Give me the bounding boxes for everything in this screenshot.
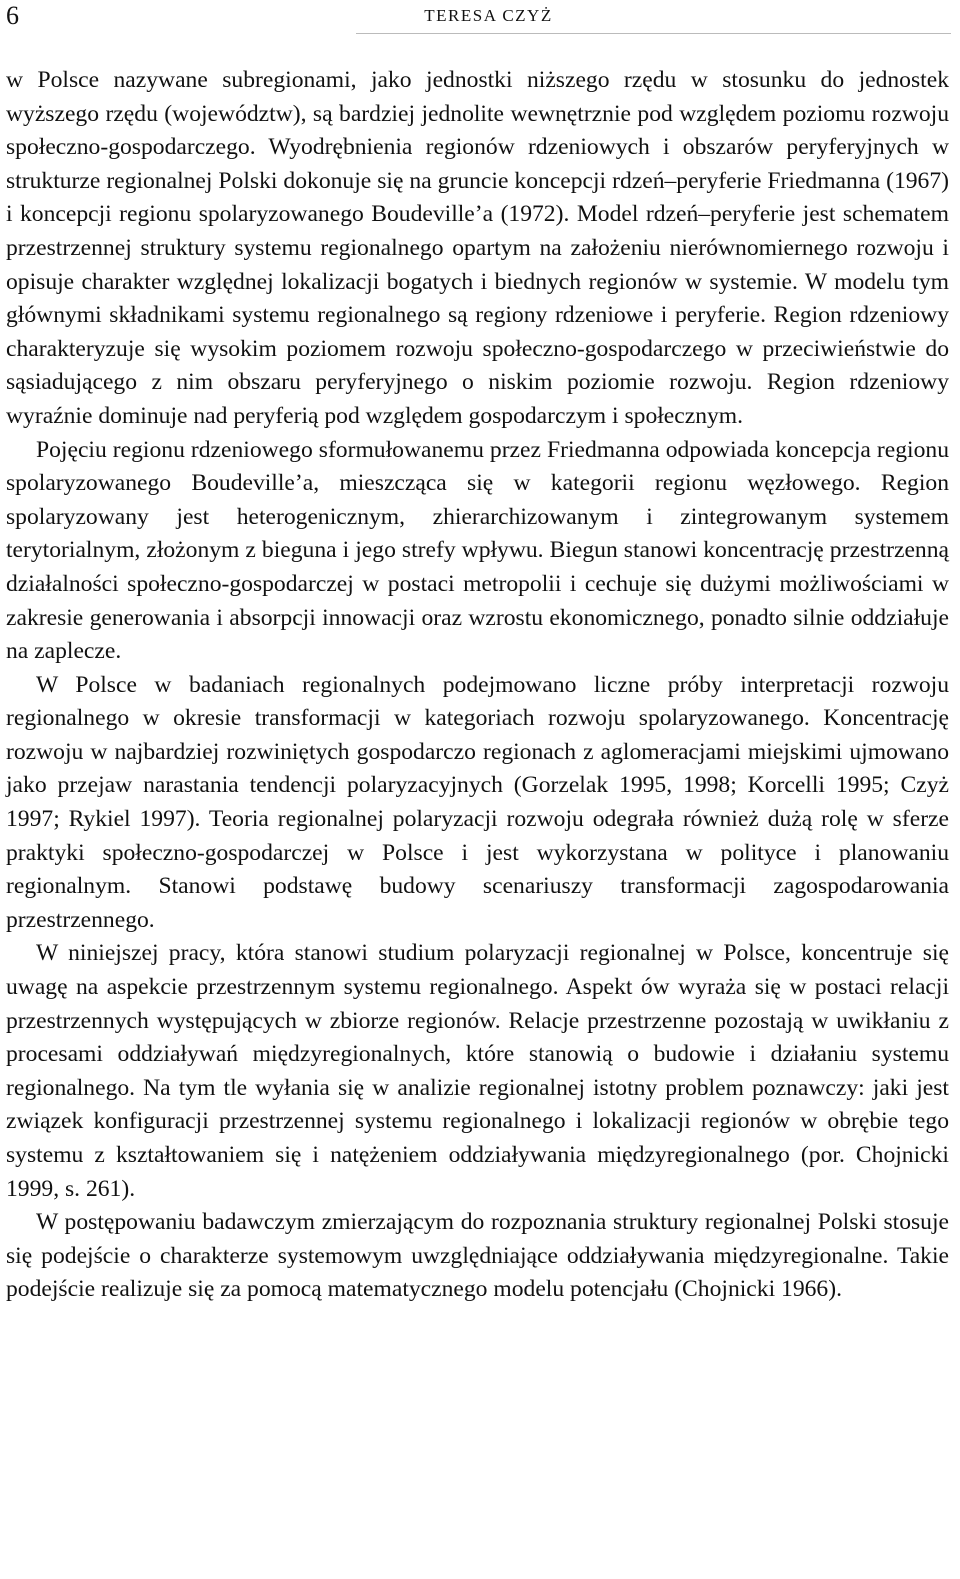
running-head: TERESA CZYŻ <box>424 6 553 25</box>
paragraph: W postępowaniu badawczym zmierzającym do rozpoznania struktury regionalnej Polski stosuje się podejście o charakterze systemowym uwzględniające oddziaływania międzyregionalne. Takie podejście realizuje się za pomocą matematycznego modelu potencjału (Chojnicki 1966). <box>6 1209 949 1303</box>
paragraph: W Polsce w badaniach regionalnych podejmowano liczne próby interpretacji rozwoju regionalnego w okresie transformacji w kategoriach rozwoju spolaryzowanego. Koncentrację rozwoju w najbardziej rozwiniętych gospodarczo regionach z aglomeracjami miejskimi ujmowano jako przejaw narastania tendencji polaryzacyjnych (Gorzelak 1995, 1998; Korcelli 1995; Czyż 1997; Rykiel 1997). Teoria regionalnej polaryzacji rozwoju odegrała również dużą rolę w sferze praktyki społeczno-gospodarczej w Polsce i jest wykorzystana w polityce i planowaniu regionalnym. Stanowi podstawę budowy scenariuszy transformacji zagospodarowania przestrzennego. <box>6 671 949 933</box>
paragraph: Pojęciu regionu rdzeniowego sformułowanemu przez Friedmanna odpowiada koncepcja regionu spolaryzowanego Boudeville’a, mieszcząca się w kategorii regionu węzłowego. Region spolaryzowany jest heterogenicznym, zhierarchizowanym i zintegrowanym systemem terytorialnym, złożonym z bieguna i jego strefy wpływu. Biegun stanowi koncentrację przestrzenną działalności społeczno-gospodarczej w postaci metropolii i cechuje się dużymi możliwościami w zakresie generowania i absorpcji innowacji oraz wzrostu ekonomicznego, ponadto silnie oddziałuje na zaplecze. <box>6 436 949 665</box>
body-text <box>6 64 949 1307</box>
header-rule <box>356 33 951 34</box>
paragraph: W niniejszej pracy, która stanowi studium polaryzacji regionalnej w Polsce, koncentruje się uwagę na aspekcie przestrzennym systemu regionalnego. Aspekt ów wyraża się w postaci relacji przestrzennych występujących w zbiorze regionów. Relacje przestrzenne pozostają w uwikłaniu z procesami oddziaływań międzyregionalnych, które stanowią o budowie i działaniu systemu regionalnego. Na tym tle wyłania się w analizie regionalnej istotny problem poznawczy: jaki jest związek konfiguracji przestrzennej systemu regionalnego i lokalizacji regionów w obrębie tego systemu z kształtowaniem się i natężeniem oddziaływania międzyregionalnego (por. Chojnicki 1999, s. 261). <box>6 940 949 1202</box>
page-header <box>6 0 951 34</box>
page-number: 6 <box>6 1 19 30</box>
paragraph: w Polsce nazywane subregionami, jako jednostki niższego rzędu w stosunku do jednostek wyższego rzędu (województw), są bardziej jednolite wewnętrznie pod względem poziomu rozwoju społeczno-gospodarczego. Wyodrębnienia regionów rdzeniowych i obszarów peryferyjnych w strukturze regionalnej Polski dokonuje się na gruncie koncepcji rdzeń–peryferie Friedmanna (1967) i koncepcji regionu spolaryzowanego Boudeville’a (1972). Model rdzeń–peryferie jest schematem przestrzennej struktury systemu regionalnego opartym na założeniu nierównomiernego rozwoju i opisuje charakter względnej lokalizacji bogatych i biednych regionów w systemie. W modelu tym głównymi składnikami systemu regionalnego są regiony rdzeniowe i peryferie. Region rdzeniowy charakteryzuje się wysokim poziomem rozwoju społeczno-gospodarczego w przeciwieństwie do sąsiadującego z nim obszaru peryferyjnego o niskim poziomie rozwoju. Region rdzeniowy wyraźnie dominuje nad peryferią pod względem gospodarczym i społecznym. <box>6 67 949 429</box>
